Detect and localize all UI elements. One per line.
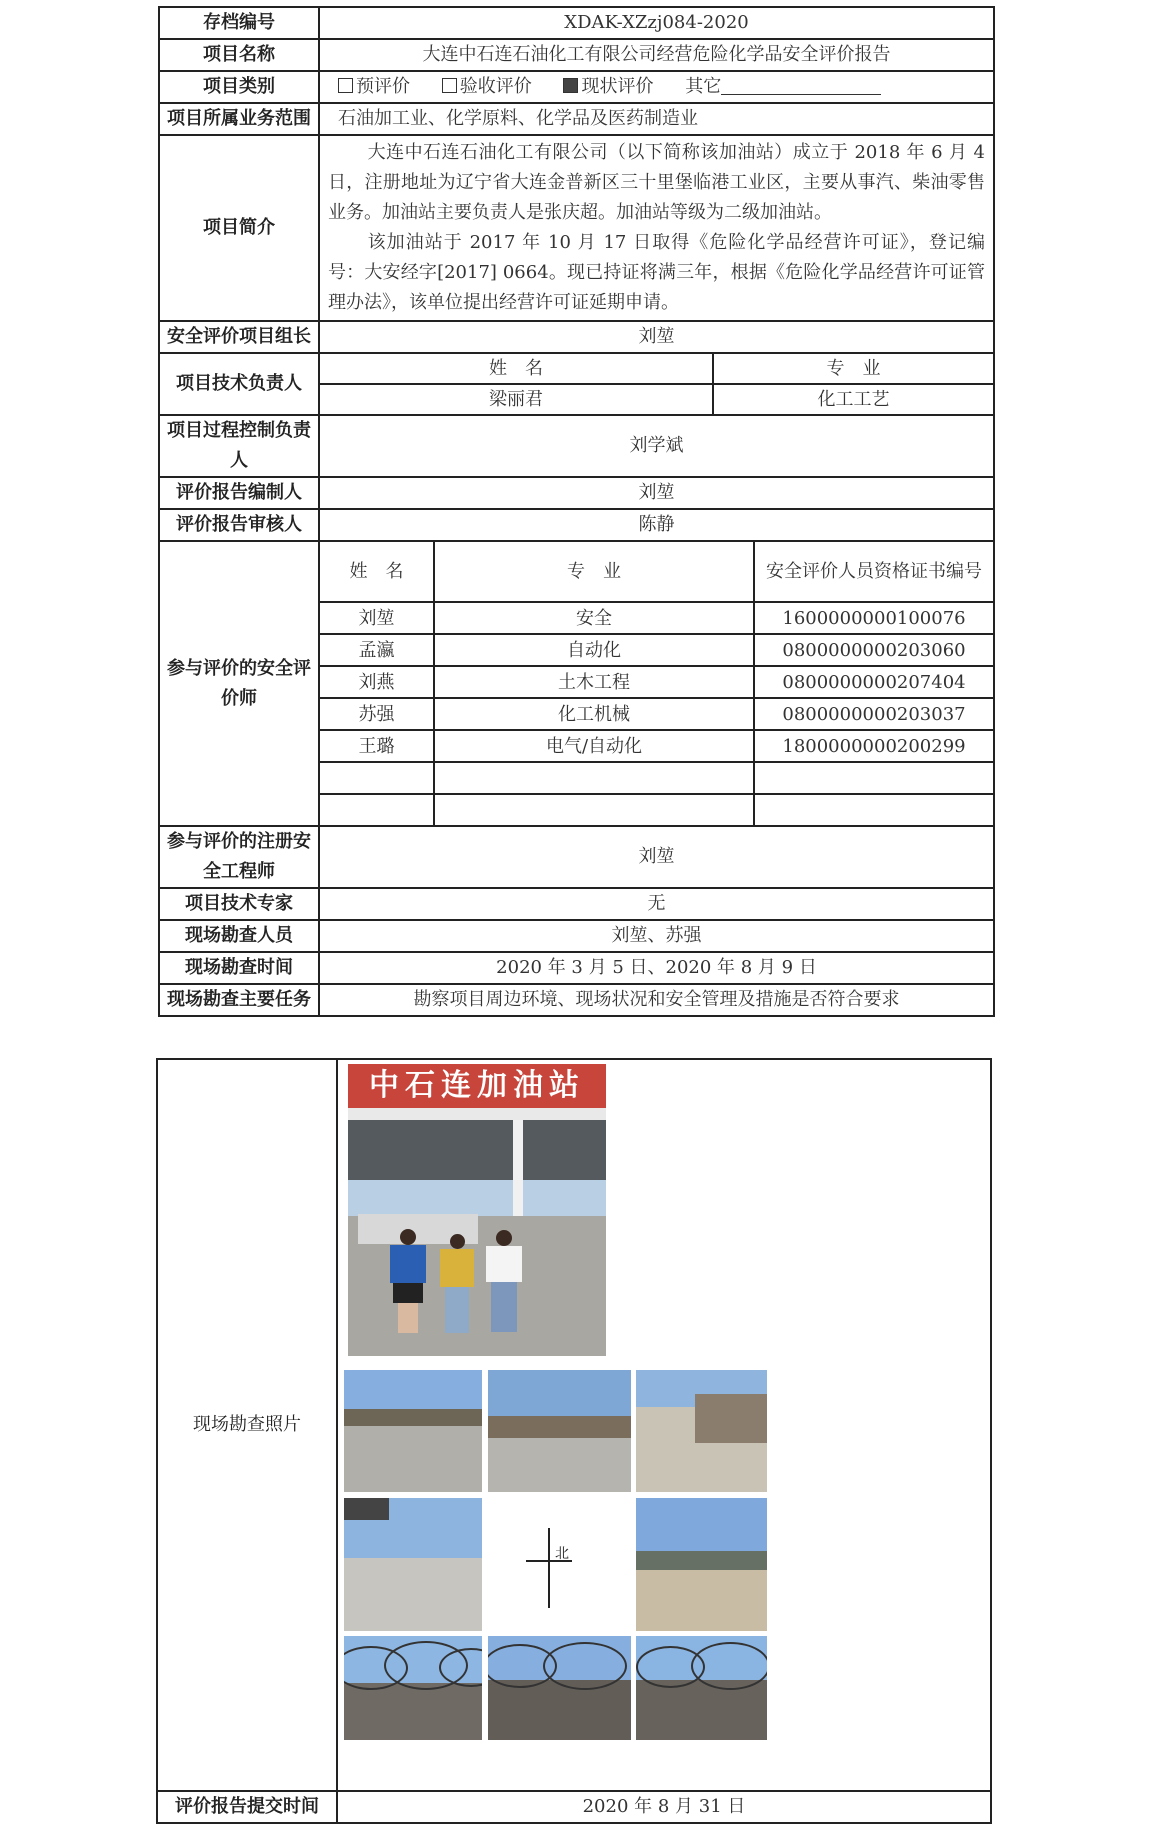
- evaluator-name: 刘燕: [320, 666, 434, 698]
- business-scope-value: 石油加工业、化学原料、化学品及医药制造业: [319, 103, 994, 135]
- evaluator-empty-cell: [754, 794, 993, 825]
- reviewer-label: 评价报告审核人: [159, 509, 319, 541]
- tech-lead-label: 项目技术负责人: [159, 353, 319, 415]
- north-arrow: [488, 1498, 631, 1631]
- intro-paragraph: 该加油站于 2017 年 10 月 17 日取得《危险化学品经营许可证》，登记编号：大安经字[2017] 0664。现已持证将满三年，根据《危险化学品经营许可证管理办法》，该单位提出经营许可证延期申请。: [328, 232, 985, 313]
- person-figure: [440, 1234, 474, 1339]
- site-photo: [636, 1498, 767, 1631]
- other-blank-line: [721, 76, 881, 95]
- report-info-table: [158, 6, 995, 1017]
- project-type-label: 项目类别: [159, 71, 319, 103]
- evaluator-name: 苏强: [320, 698, 434, 730]
- evaluator-name: 刘堃: [320, 602, 434, 634]
- site-photo: [488, 1370, 631, 1492]
- col-cert-header: 安全评价人员资格证书编号: [766, 560, 982, 582]
- evaluator-name: 王璐: [320, 730, 434, 762]
- evaluators-cell: [319, 541, 994, 826]
- team-leader-value: 刘堃: [319, 321, 994, 353]
- compiler-value: 刘堃: [319, 477, 994, 509]
- col-major-header: 专 业: [434, 542, 754, 602]
- site-photo: [636, 1636, 767, 1740]
- north-label: 北: [555, 1546, 569, 1562]
- option-label: 其它: [685, 76, 722, 97]
- option-label: 预评价: [356, 76, 410, 97]
- person-figure: [486, 1230, 522, 1340]
- intro-label: 项目简介: [159, 135, 319, 321]
- process-lead-value: 刘学斌: [319, 415, 994, 477]
- evaluator-cert: 1600000000100076: [782, 607, 966, 629]
- submit-time-label: 评价报告提交时间: [157, 1791, 337, 1823]
- intro-paragraph: 大连中石连石油化工有限公司（以下简称该加油站）成立于 2018 年 6 月 4 日，注册地址为辽宁省大连金普新区三十里堡临港工业区，主要从事汽、柴油零售业务。加油站主要负责人是张庆超。加油站等级为二级加油站。: [328, 142, 985, 223]
- option-pre-eval[interactable]: [338, 72, 410, 102]
- intro-text: [319, 135, 994, 321]
- tech-expert-value: 无: [319, 888, 994, 920]
- person-figure: [390, 1229, 426, 1339]
- col-name-header: 姓 名: [320, 354, 713, 384]
- checkbox-empty-icon: [338, 78, 353, 93]
- evaluator-cert: 1800000000200299: [782, 735, 966, 757]
- site-photo: [636, 1370, 767, 1492]
- reviewer-value: 陈静: [319, 509, 994, 541]
- safety-engineer-label: 参与评价的注册安全工程师: [159, 826, 319, 888]
- photo-collage: [338, 1060, 990, 1790]
- evaluator-cert: 0800000000203060: [782, 639, 966, 661]
- evaluator-major: 土木工程: [434, 666, 754, 698]
- option-label: 现状评价: [581, 76, 654, 97]
- option-other[interactable]: [685, 72, 881, 102]
- site-photos-cell: [337, 1059, 991, 1791]
- site-staff-label: 现场勘查人员: [159, 920, 319, 952]
- project-name-value: 大连中石连石油化工有限公司经营危险化学品安全评价报告: [319, 39, 994, 71]
- site-task-label: 现场勘查主要任务: [159, 984, 319, 1016]
- evaluator-major: 化工机械: [434, 698, 754, 730]
- checkbox-checked-icon: [563, 78, 578, 93]
- site-task-value: 勘察项目周边环境、现场状况和安全管理及措施是否符合要求: [319, 984, 994, 1016]
- evaluator-empty-cell: [434, 794, 754, 825]
- evaluator-empty-cell: [754, 762, 993, 794]
- station-sign: 中石连加油站: [348, 1064, 606, 1108]
- site-photo: [488, 1636, 631, 1740]
- submit-time-value: 2020 年 8 月 31 日: [337, 1791, 991, 1823]
- evaluator-empty-cell: [434, 762, 754, 794]
- process-lead-label: 项目过程控制负责人: [159, 415, 319, 477]
- option-status-eval[interactable]: [563, 72, 653, 102]
- evaluator-empty-cell: [320, 762, 434, 794]
- evaluator-name: 孟瀛: [320, 634, 434, 666]
- tech-lead-inner-table: [320, 354, 993, 414]
- archive-no-value: XDAK-XZzj084-2020: [319, 7, 994, 39]
- site-photo: [344, 1636, 482, 1740]
- tech-lead-cell: [319, 353, 994, 415]
- site-time-value: 2020 年 3 月 5 日、2020 年 8 月 9 日: [319, 952, 994, 984]
- archive-no-label: 存档编号: [159, 7, 319, 39]
- compiler-label: 评价报告编制人: [159, 477, 319, 509]
- site-time-label: 现场勘查时间: [159, 952, 319, 984]
- col-name-header: 姓 名: [320, 542, 434, 602]
- evaluator-empty-cell: [320, 794, 434, 825]
- col-major-header: 专 业: [826, 358, 881, 379]
- site-staff-value: 刘堃、苏强: [319, 920, 994, 952]
- evaluators-label: 参与评价的安全评价师: [159, 541, 319, 826]
- evaluator-major: 电气/自动化: [434, 730, 754, 762]
- project-type-options: [319, 71, 994, 103]
- tech-lead-major: 化工工艺: [713, 384, 993, 414]
- option-label: 验收评价: [459, 76, 532, 97]
- evaluator-major: 自动化: [434, 634, 754, 666]
- project-name-label: 项目名称: [159, 39, 319, 71]
- team-leader-label: 安全评价项目组长: [159, 321, 319, 353]
- checkbox-empty-icon: [442, 78, 457, 93]
- evaluator-cert: 0800000000207404: [782, 671, 966, 693]
- business-scope-label: 项目所属业务范围: [159, 103, 319, 135]
- site-photos-label: 现场勘查照片: [157, 1059, 337, 1791]
- tech-lead-name: 梁丽君: [320, 384, 713, 414]
- evaluator-cert: 0800000000203037: [782, 703, 966, 725]
- safety-engineer-value: 刘堃: [319, 826, 994, 888]
- evaluators-inner-table: [320, 542, 993, 825]
- option-acceptance-eval[interactable]: [442, 72, 532, 102]
- site-photo: [344, 1498, 482, 1631]
- gas-station-photo: [348, 1064, 606, 1356]
- evaluator-major: 安全: [434, 602, 754, 634]
- site-photo-table: [156, 1058, 992, 1824]
- tech-expert-label: 项目技术专家: [159, 888, 319, 920]
- site-photo: [344, 1370, 482, 1492]
